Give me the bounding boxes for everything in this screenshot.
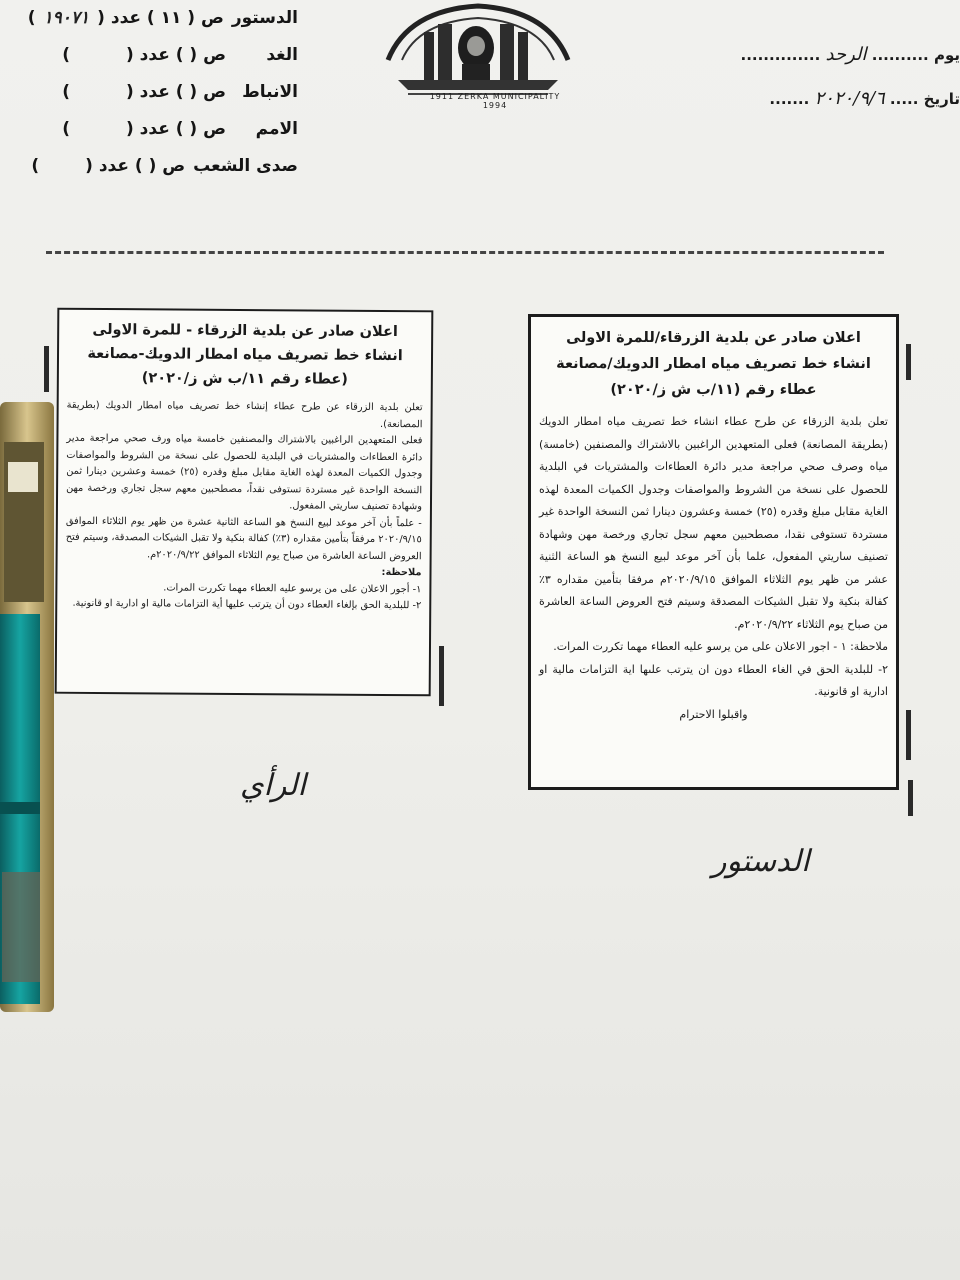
close-paren: )	[62, 119, 70, 139]
ad-title	[67, 318, 423, 392]
day-field: يوم .......... الرحد ..............	[740, 44, 960, 65]
clip-edge-mark	[439, 646, 444, 706]
ad-note: ملاحظة: ١ - اجور الاعلان على من يرسو عليه العطاء مهما تكررت المرات.	[553, 640, 888, 653]
close-paren: )	[27, 8, 36, 28]
ad-title	[539, 325, 888, 403]
ad-clipping-dustour	[528, 314, 899, 790]
ad-title-line: انشاء خط تصريف مياه امطار الدويك/مصانعة	[556, 356, 871, 372]
issue-number-handwritten: ١٩٠٧١	[43, 8, 90, 28]
ad-body	[65, 398, 422, 615]
close-paren: )	[31, 156, 40, 176]
newspaper-ref: ص ( ١١ ) عدد (	[97, 8, 224, 28]
ad-body	[539, 411, 888, 726]
newspaper-row	[8, 0, 298, 37]
dashed-separator	[46, 251, 884, 254]
close-paren: )	[62, 45, 70, 65]
ad-paragraph: - علماً بأن آخر موعد لبيع النسخ هو الساعة الثانية عشرة من ظهر يوم الثلاثاء الموافق ٢٠٢٠/٩/١٥ مرفقاً بتأمين مقداره (٣٪) كفالة بنكية ولا تقبل الشيكات المصدقة، وسيتم فتح العروض الساعة العاشرة من صباح يوم الثلاثاء الموافق ٢٠٢٠/٩/٢٢م.	[65, 515, 422, 562]
ad-title-line: عطاء رقم (١١/ب ش ز/٢٠٢٠)	[610, 382, 817, 398]
municipality-logo-icon	[378, 2, 576, 102]
newspaper-row	[8, 111, 298, 148]
newspaper-name: الغد	[266, 45, 298, 65]
ad-title-line: اعلان صادر عن بلدية الزرقاء/للمرة الاولى	[566, 330, 861, 346]
day-label: يوم	[933, 46, 960, 64]
blank	[47, 148, 77, 185]
source-label-handwritten: الدستور	[712, 844, 810, 879]
clip-edge-mark	[906, 710, 911, 760]
newspaper-ref: ص ( ) عدد (	[125, 82, 226, 102]
ad-note: ٢- للبلدية الحق في الغاء العطاء دون ان يترتب علىها اية التزامات مالية او ادارية او قانونية.	[539, 662, 888, 698]
newspaper-row	[8, 74, 298, 111]
ad-note: ١- أجور الاعلان على من يرسو عليه العطاء مهما تكررت المرات.	[163, 581, 422, 595]
close-paren: )	[62, 82, 70, 102]
newspaper-name: الانباط	[242, 82, 298, 102]
blank	[78, 111, 118, 148]
newspaper-row	[8, 148, 298, 185]
ad-title-line: (عطاء رقم ١١/ب ش ز/٢٠٢٠)	[141, 370, 349, 388]
newspaper-ref: ص ( ) عدد (	[85, 156, 186, 176]
source-label-handwritten: الرأي	[240, 768, 306, 803]
ad-note: ٢- للبلدية الحق بإلغاء العطاء دون أن يترتب عليها أية التزامات مالية او ادارية او قانونية.	[72, 597, 422, 612]
blank	[78, 74, 118, 111]
date-value-handwritten: ٢٠٢٠/٩/٦	[814, 88, 885, 109]
clip-edge-mark	[906, 344, 911, 380]
newspaper-ref: ص ( ) عدد (	[125, 119, 226, 139]
ad-paragraph: فعلى المتعهدين الراغبين بالاشتراك والمصنفين خامسة مياه ورف صحي مراجعة مدير دائرة العطاءات والمشتريات في البلدية للحصول على نسخة من الشروط والمواصفات وجدول الكميات المعدة لهذه الغاية مقابل مبلغ وقدره (٢٥) خمسة وعشرين دينارا ثمن النسخة الواحدة غير مستردة تستوفى نقداً، مصطحبين معهم سجل تجاري ورخصة مهن وشهادة تصنيف ساريتي المفعول.	[66, 432, 423, 513]
newspaper-ref: ص ( ) عدد (	[125, 45, 226, 65]
logo-caption: 1911 ZERKA MUNICIPALITY 1994	[429, 92, 561, 110]
newspaper-checklist	[8, 0, 298, 185]
ad-title-line: اعلان صادر عن بلدية الزرقاء - للمرة الاولى	[92, 321, 398, 341]
newspaper-row	[8, 37, 298, 74]
newspaper-name: صدى الشعب	[193, 156, 298, 176]
ad-title-line: انشاء خط تصريف مياه امطار الدويك-مصانعة	[87, 345, 403, 365]
blank	[78, 37, 118, 74]
newspaper-name: الدستور	[231, 8, 298, 28]
day-value-handwritten: الرحد	[825, 44, 867, 65]
binder-clip-icon	[0, 402, 56, 1012]
newspaper-name: الامم	[255, 119, 298, 139]
date-label: تاريخ	[923, 90, 960, 108]
clip-edge-mark	[44, 346, 49, 392]
ad-closing: واقبلوا الاحترام	[679, 707, 748, 721]
clip-edge-mark	[908, 780, 913, 816]
ad-paragraph: تعلن بلدية الزرقاء عن طرح عطاء انشاء خط تصريف مياه امطار الدويك (بطريقة المصانعة) فعلى المتعهدين الراغبين بالاشتراك والمصنفين (خامسة) مياه وصرف صحي مراجعة مدير دائرة العطاءات والمشتريات في البلدية للحصول على نسخة من الشروط والمواصفات وجدول الكميات المعدة لهذه الغاية مقابل مبلغ وقدره (٢٥) خمسة وعشرون دينارا ثمن النسخة الواحدة غير مستردة تستوفى نقدا، مصطحبين معهم سجل تجاري ورخصة مهن وشهادة تصنيف ساريتي المفعول، علما بأن آخر موعد لبيع النسخ هو الساعة الثنية عشر من ظهر يوم الثلاثاء الموافق ٢٠٢٠/٩/١٥م مرفقا بتأمين مقداره ٣٪ كفالة بنكية ولا تقبل الشيكات المصدقة وسيتم فتح العروض الساعة العاشرة من صباح يوم الثلاثاء ٢٠٢٠/٩/٢٢م.	[539, 415, 888, 631]
ad-paragraph: تعلن بلدية الزرقاء عن طرح عطاء إنشاء خط تصريف مياه امطار الدويك (بطريقة المصانعة).	[66, 399, 423, 430]
date-field: تاريخ ..... ٢٠٢٠/٩/٦ .......	[769, 88, 960, 109]
ad-note-label: ملاحظة:	[381, 566, 422, 579]
ad-clipping-alrai	[55, 308, 434, 697]
